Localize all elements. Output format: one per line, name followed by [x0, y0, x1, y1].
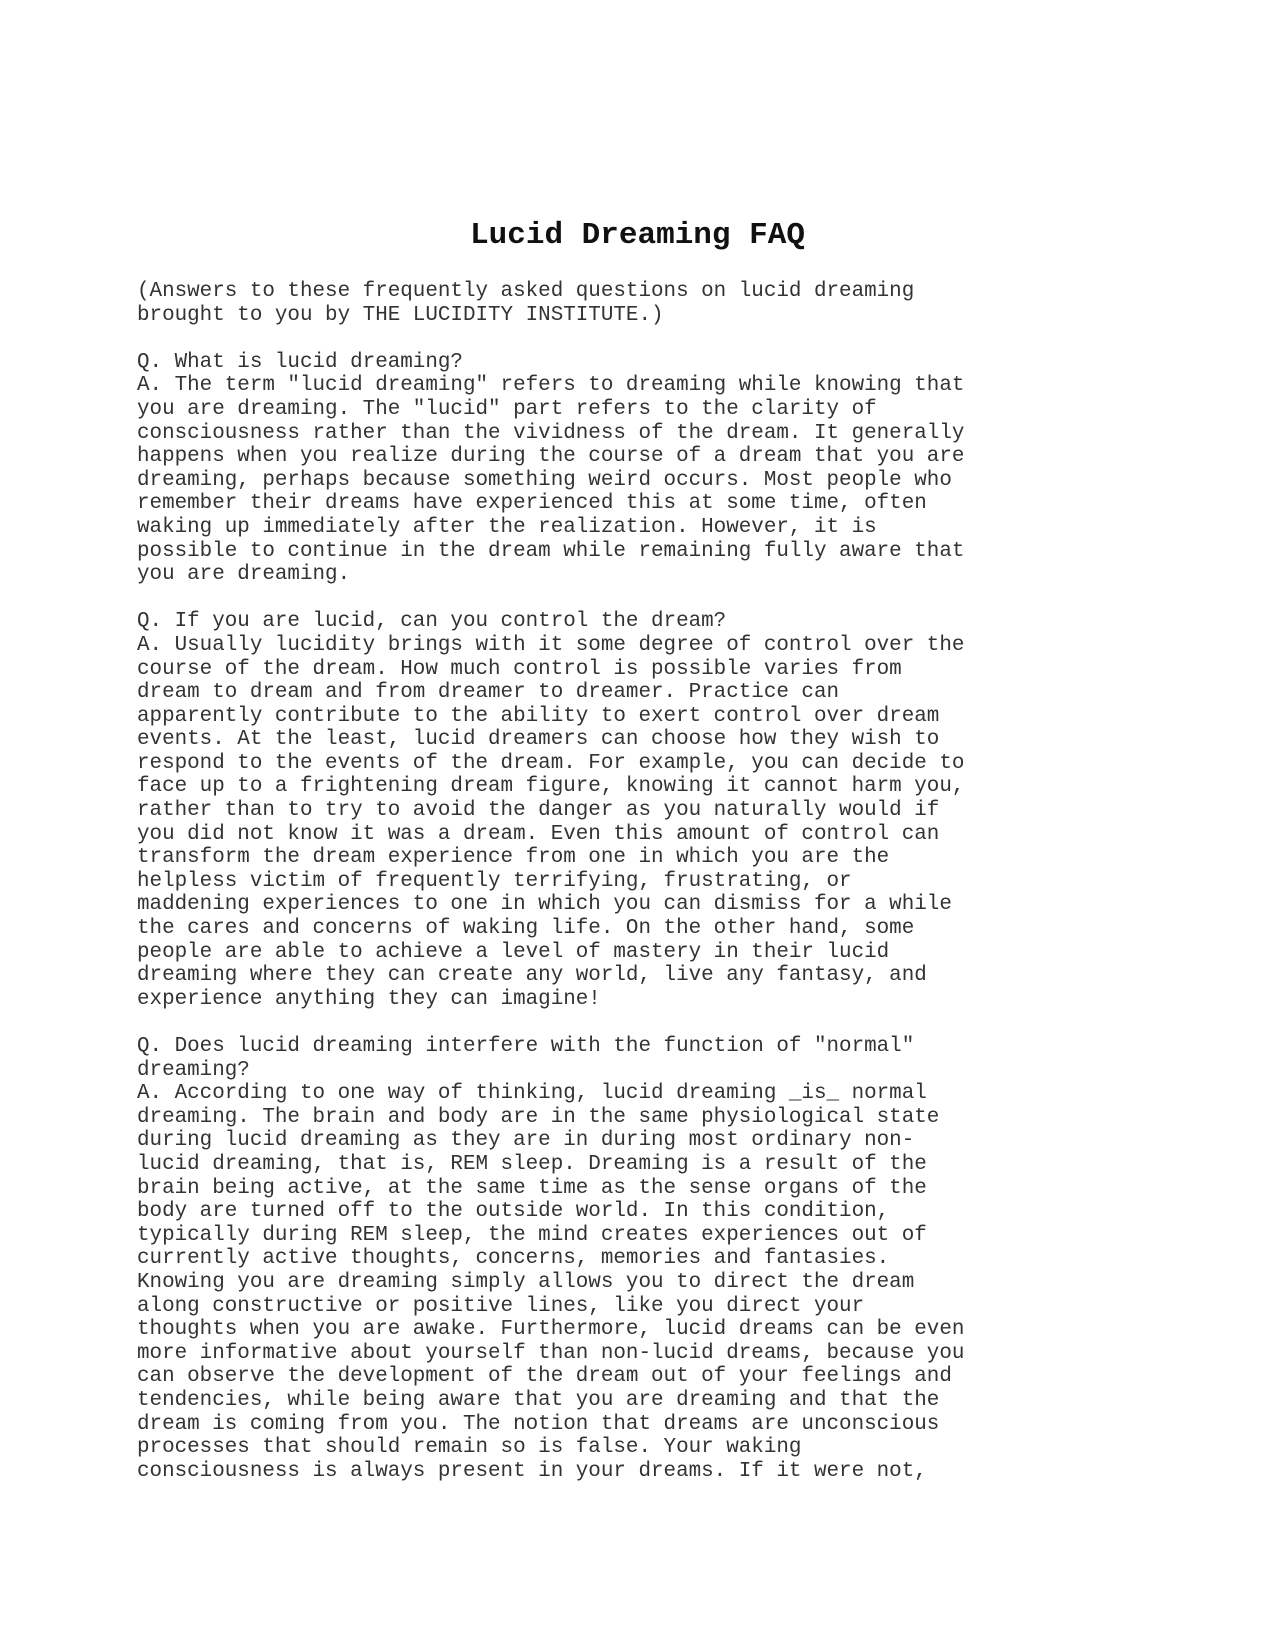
- faq-answer-line: experience anything they can imagine!: [137, 987, 601, 1011]
- faq-answer-line: you are dreaming. The "lucid" part refers to the clarity of: [137, 397, 877, 421]
- faq-answer-line: the cares and concerns of waking life. On the other hand, some: [137, 917, 915, 941]
- document-body: [137, 280, 964, 1483]
- faq-answer-line: apparently contribute to the ability to exert control over dream: [137, 704, 940, 728]
- faq-answer-line: A. According to one way of thinking, lucid dreaming _is_ normal: [137, 1082, 927, 1106]
- faq-answer-line: dream is coming from you. The notion that dreams are unconscious: [137, 1412, 940, 1436]
- faq-answer-line: can observe the development of the dream out of your feelings and: [137, 1365, 952, 1389]
- faq-answer-line: lucid dreaming, that is, REM sleep. Dreaming is a result of the: [137, 1152, 927, 1176]
- faq-answer-line: thoughts when you are awake. Furthermore, lucid dreams can be even: [137, 1318, 965, 1342]
- faq-question: Q. Does lucid dreaming interfere with the function of "normal": [137, 1035, 915, 1058]
- faq-answer-line: currently active thoughts, concerns, memories and fantasies.: [137, 1247, 890, 1271]
- faq-answer-line: typically during REM sleep, the mind creates experiences out of: [137, 1223, 927, 1247]
- document-title: Lucid Dreaming FAQ: [470, 218, 805, 253]
- faq-answer-line: during lucid dreaming as they are in during most ordinary non-: [137, 1129, 915, 1153]
- faq-answer-line: A. Usually lucidity brings with it some degree of control over the: [137, 633, 965, 657]
- faq-answer-line: dreaming, perhaps because something weird occurs. Most people who: [137, 468, 952, 492]
- faq-answer-line: you did not know it was a dream. Even this amount of control can: [137, 822, 940, 846]
- faq-item: [137, 1035, 964, 1483]
- faq-answer-line: transform the dream experience from one in which you are the: [137, 846, 890, 870]
- faq-answer-line: Knowing you are dreaming simply allows you to direct the dream: [137, 1270, 915, 1294]
- faq-answer-line: waking up immediately after the realization. However, it is: [137, 515, 877, 539]
- faq-answer-line: dreaming. The brain and body are in the same physiological state: [137, 1105, 940, 1129]
- faq-question: dreaming?: [137, 1058, 250, 1082]
- faq-answer-line: events. At the least, lucid dreamers can choose how they wish to: [137, 728, 940, 752]
- faq-answer-line: possible to continue in the dream while remaining fully aware that: [137, 539, 965, 563]
- faq-answer-line: dreaming where they can create any world, live any fantasy, and: [137, 964, 927, 988]
- paragraph-spacer: [137, 587, 964, 611]
- faq-answer-line: A. The term "lucid dreaming" refers to dreaming while knowing that: [137, 374, 965, 398]
- faq-answer-line: processes that should remain so is false. Your waking: [137, 1436, 802, 1460]
- faq-answer-line: body are turned off to the outside world. In this condition,: [137, 1200, 890, 1224]
- faq-answer-line: remember their dreams have experienced this at some time, often: [137, 492, 927, 516]
- faq-item: [137, 351, 964, 587]
- intro-line: brought to you by THE LUCIDITY INSTITUTE.): [137, 303, 664, 327]
- faq-question: Q. If you are lucid, can you control the dream?: [137, 610, 727, 634]
- faq-item: [137, 610, 964, 1011]
- faq-answer-line: rather than to try to avoid the danger as you naturally would if: [137, 799, 940, 823]
- faq-answer-line: more informative about yourself than non-lucid dreams, because you: [137, 1341, 965, 1365]
- faq-answer-line: along constructive or positive lines, like you direct your: [137, 1294, 865, 1318]
- faq-answer-line: dream to dream and from dreamer to dreamer. Practice can: [137, 681, 840, 705]
- faq-answer-line: you are dreaming.: [137, 563, 351, 587]
- paragraph-spacer: [137, 327, 964, 351]
- faq-answer-line: respond to the events of the dream. For example, you can decide to: [137, 751, 965, 775]
- faq-answer-line: helpless victim of frequently terrifying, frustrating, or: [137, 869, 852, 893]
- faq-question: Q. What is lucid dreaming?: [137, 350, 463, 374]
- faq-answer-line: maddening experiences to one in which you can dismiss for a while: [137, 893, 952, 917]
- intro-paragraph: [137, 280, 964, 327]
- faq-answer-line: tendencies, while being aware that you are dreaming and that the: [137, 1388, 940, 1412]
- faq-answer-line: consciousness is always present in your dreams. If it were not,: [137, 1459, 927, 1483]
- faq-answer-line: people are able to achieve a level of mastery in their lucid: [137, 940, 890, 964]
- faq-answer-line: course of the dream. How much control is possible varies from: [137, 657, 902, 681]
- paragraph-spacer: [137, 1011, 964, 1035]
- faq-answer-line: face up to a frightening dream figure, knowing it cannot harm you,: [137, 775, 965, 799]
- faq-answer-line: happens when you realize during the course of a dream that you are: [137, 445, 965, 469]
- faq-answer-line: consciousness rather than the vividness of the dream. It generally: [137, 421, 965, 445]
- intro-line: (Answers to these frequently asked questions on lucid dreaming: [137, 280, 915, 303]
- faq-answer-line: brain being active, at the same time as the sense organs of the: [137, 1176, 927, 1200]
